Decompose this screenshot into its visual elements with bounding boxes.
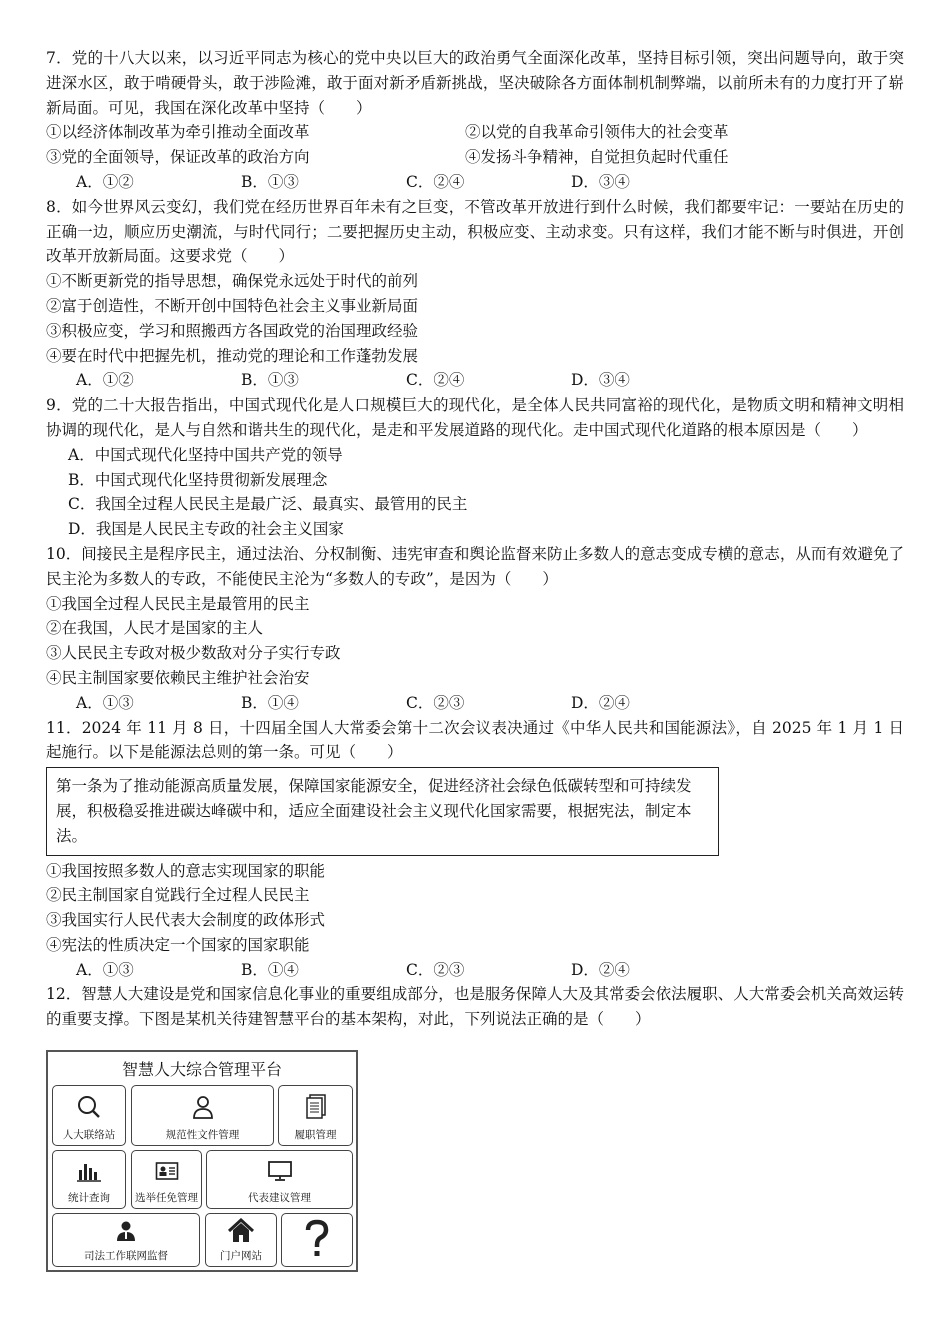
q11-option-a[interactable]: A．①③ bbox=[76, 960, 134, 979]
q9-option-a[interactable]: A．中国式现代化坚持中国共产党的领导 bbox=[68, 445, 343, 464]
home-icon bbox=[226, 1214, 256, 1248]
user-icon bbox=[190, 1086, 216, 1127]
q12-stem: 12．智慧人大建设是党和国家信息化事业的重要组成部分，也是服务保障人大及其常委会依法履职、人大常委会机关高效运转的重要支撑。下图是某机关待建智慧平台的基本架构，对此，下列说法正确的是（ ） bbox=[46, 985, 904, 1029]
q11-options bbox=[46, 958, 904, 983]
bar-chart-icon bbox=[76, 1151, 102, 1190]
q8-statement-1: ①不断更新党的指导思想，确保党永远处于时代的前列 bbox=[46, 272, 419, 291]
tile-portal-website bbox=[205, 1213, 277, 1267]
tile-label: 履职管理 bbox=[294, 1129, 337, 1142]
q7-statements-row2 bbox=[46, 145, 904, 170]
q8-statement-2: ②富于创造性，不断开创中国特色社会主义事业新局面 bbox=[46, 296, 419, 315]
q7-statements-row1 bbox=[46, 120, 904, 145]
q8-statement-3: ③积极应变，学习和照搬西方各国政党的治国理政经验 bbox=[46, 321, 419, 340]
tile-label: 司法工作联网监督 bbox=[84, 1250, 168, 1263]
document-icon bbox=[303, 1086, 329, 1127]
tile-label: 规范性文件管理 bbox=[165, 1129, 240, 1142]
q11-option-c[interactable]: C．②③ bbox=[406, 960, 465, 979]
search-icon bbox=[76, 1086, 102, 1127]
q11-statement-2: ②民主制国家自觉践行全过程人民民主 bbox=[46, 886, 310, 905]
q11-option-d[interactable]: D．②④ bbox=[571, 960, 630, 979]
tile-deputy-suggestions bbox=[206, 1150, 353, 1209]
q7-statement-4: ④发扬斗争精神，自觉担负起时代重任 bbox=[465, 148, 729, 167]
q8-options bbox=[46, 368, 904, 393]
platform-diagram bbox=[46, 1050, 358, 1272]
q10-statement-2: ②在我国，人民才是国家的主人 bbox=[46, 619, 264, 638]
q9-option-c[interactable]: C．我国全过程人民民主是最广泛、最真实、最管用的民主 bbox=[68, 495, 468, 514]
q8-option-c[interactable]: C．②④ bbox=[406, 371, 465, 390]
exam-page bbox=[46, 46, 904, 1272]
q10-statement-3: ③人民民主专政对极少数敌对分子实行专政 bbox=[46, 644, 341, 663]
q10-stem: 10．间接民主是程序民主，通过法治、分权制衡、违宪审查和舆论监督来防止多数人的意志变成专横的意志，从而有效避免了民主沦为多数人的专政，不能使民主沦为“多数人的专政”，是因为（ ） bbox=[46, 544, 904, 588]
q8-stem: 8．如今世界风云变幻，我们党在经历世界百年未有之巨变，不管改革开放进行到什么时候，我们都要牢记：一要站在历史的正确一边，顺应历史潮流，与时代同行；二要把握历史主动，积极应变、主动求变。只有这样，我们才能不断与时俱进，开创改革开放新局面。这要求党（ ） bbox=[46, 197, 904, 266]
q7-option-c[interactable]: C．②④ bbox=[406, 172, 465, 191]
q7-statement-3: ③党的全面领导，保证改革的政治方向 bbox=[46, 148, 310, 167]
q7-option-d[interactable]: D．③④ bbox=[571, 172, 630, 191]
q7-option-a[interactable]: A．①② bbox=[76, 172, 134, 191]
q8-statement-4: ④要在时代中把握先机，推动党的理论和工作蓬勃发展 bbox=[46, 346, 419, 365]
platform-title: 智慧人大综合管理平台 bbox=[121, 1060, 282, 1080]
q8-option-a[interactable]: A．①② bbox=[76, 371, 134, 390]
q9-stem: 9．党的二十大报告指出，中国式现代化是人口规模巨大的现代化，是全体人民共同富裕的现代化，是物质文明和精神文明相协调的现代化，是人与自然和谐共生的现代化，是走和平发展道路的现代化。走中国式现代化道路的根本原因是（ ） bbox=[46, 396, 904, 439]
q11-statement-1: ①我国按照多数人的意志实现国家的职能 bbox=[46, 861, 326, 880]
tile-label: 人大联络站 bbox=[62, 1129, 116, 1142]
tile-label: 统计查询 bbox=[68, 1192, 110, 1205]
q9-option-d[interactable]: D．我国是人民民主专政的社会主义国家 bbox=[68, 520, 344, 539]
q7-stem: 7．党的十八大以来，以习近平同志为核心的党中央以巨大的政治勇气全面深化改革，坚持目标引领，突出问题导向，敢于突进深水区，敢于啃硬骨头，敢于涉险滩，敢于面对新矛盾新挑战，坚决破除各方面体制机制弊端，以前所未有的力度打开了崭新局面。可见，我国在深化改革中坚持（ ） bbox=[46, 49, 904, 117]
q7-statement-2: ②以党的自我革命引领伟大的社会变革 bbox=[465, 123, 729, 142]
q10-statement-4: ④民主制国家要依赖民主维护社会治安 bbox=[46, 668, 310, 687]
q7-option-b[interactable]: B．①③ bbox=[241, 172, 299, 191]
tile-statistics bbox=[52, 1150, 126, 1209]
q10-statement-1: ①我国全过程人民民主是最管用的民主 bbox=[46, 594, 310, 613]
q10-option-c[interactable]: C．②③ bbox=[406, 693, 465, 712]
id-card-icon bbox=[155, 1151, 179, 1190]
tile-judicial-supervision bbox=[52, 1213, 200, 1267]
person-icon bbox=[114, 1214, 138, 1248]
tile-label: 代表建议管理 bbox=[248, 1192, 311, 1205]
q7-statement-1: ①以经济体制改革为牵引推动全面改革 bbox=[46, 123, 310, 142]
q11-statement-3: ③我国实行人民代表大会制度的政体形式 bbox=[46, 911, 326, 930]
question-mark-icon bbox=[304, 1214, 330, 1263]
q11-law-excerpt-box: 第一条为了推动能源高质量发展，保障国家能源安全，促进经济社会绿色低碳转型和可持续发展，积极稳妥推进碳达峰碳中和，适应全面建设社会主义现代化国家需要，根据宪法，制定本法。 bbox=[46, 767, 719, 855]
q10-option-b[interactable]: B．①④ bbox=[241, 693, 299, 712]
tile-duty-management bbox=[278, 1085, 353, 1146]
q9-option-b[interactable]: B．中国式现代化坚持贯彻新发展理念 bbox=[68, 470, 328, 489]
q11-option-b[interactable]: B．①④ bbox=[241, 960, 299, 979]
q7-options bbox=[46, 170, 904, 195]
tile-unknown bbox=[281, 1213, 353, 1267]
q8-option-d[interactable]: D．③④ bbox=[571, 371, 630, 390]
q10-option-a[interactable]: A．①③ bbox=[76, 693, 134, 712]
monitor-icon bbox=[267, 1151, 293, 1190]
q10-options bbox=[46, 691, 904, 716]
tile-election-appointment bbox=[131, 1150, 202, 1209]
tile-label: 选举任免管理 bbox=[135, 1192, 198, 1205]
tile-liaison-station bbox=[52, 1085, 126, 1146]
q8-option-b[interactable]: B．①③ bbox=[241, 371, 299, 390]
q10-option-d[interactable]: D．②④ bbox=[571, 693, 630, 712]
tile-normative-docs bbox=[131, 1085, 274, 1146]
q11-statement-4: ④宪法的性质决定一个国家的国家职能 bbox=[46, 935, 310, 954]
q11-stem: 11．2024 年 11 月 8 日，十四届全国人大常委会第十二次会议表决通过《中华人民共和国能源法》，自 2025 年 1 月 1 日起施行。以下是能源法总则的第一条。可见（ ） bbox=[46, 718, 904, 762]
tile-label: 门户网站 bbox=[220, 1250, 262, 1263]
